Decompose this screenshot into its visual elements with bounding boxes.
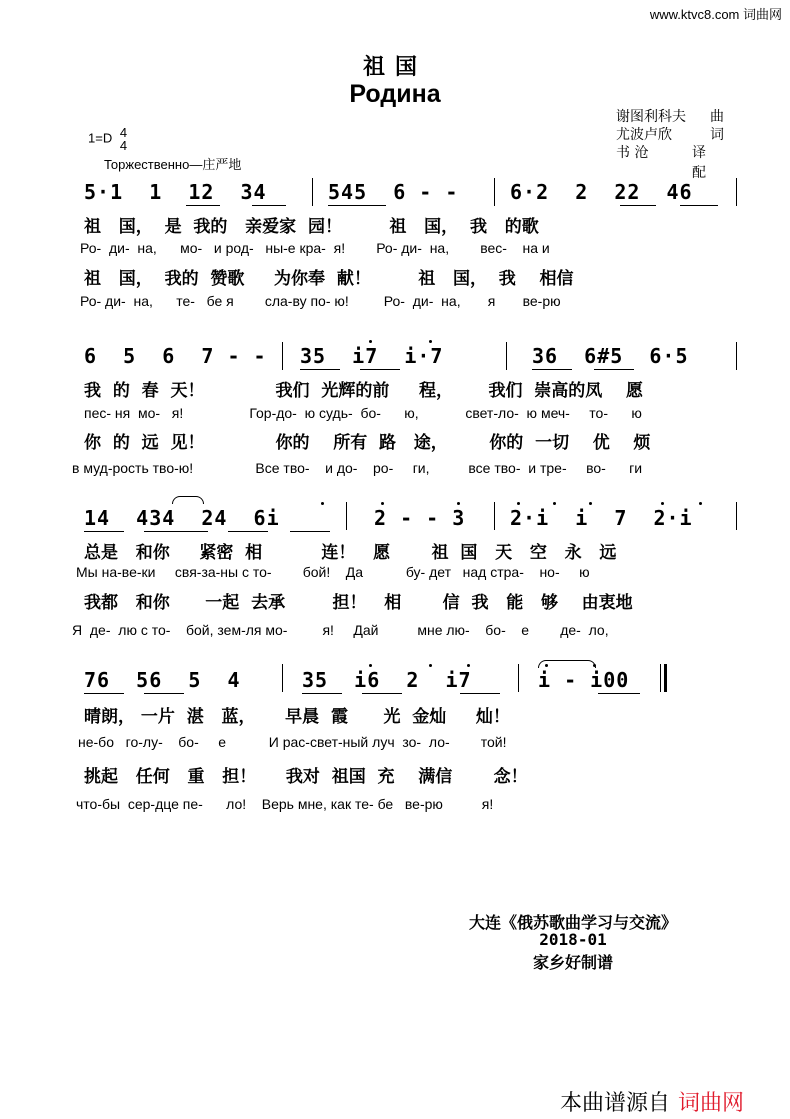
octave-dot bbox=[661, 502, 664, 505]
lyrics-cn-verse-2: 我都 和你 一起 去承 担！ 相 信 我 能 够 由衷地 bbox=[84, 593, 633, 613]
octave-dot bbox=[517, 502, 520, 505]
beam bbox=[84, 531, 124, 532]
notes-system-4-bar-2: 35 i6 2 i7 bbox=[302, 668, 485, 692]
footer-publisher: 大连《俄苏歌曲学习与交流》 bbox=[468, 913, 677, 932]
lyrics-ru-verse-1: Мы на-ве-ки свя-за-ны с то- бой! Да бу- дет над стра- но- ю bbox=[76, 564, 590, 580]
beam bbox=[620, 205, 656, 206]
lyrics-ru-verse-2: Я де- лю с то- бой, зем-ля мо- я! Дай мне лю- бо- е де- ло, bbox=[72, 622, 609, 638]
time-signature bbox=[120, 126, 127, 152]
barline bbox=[494, 178, 495, 206]
octave-dot bbox=[321, 502, 324, 505]
credit-role: 词 bbox=[710, 127, 724, 143]
lyrics-ru-verse-1: пес- ня мо- я! Гор-до- ю судь- бо- ю, свет-ло- ю меч- то- ю bbox=[84, 405, 642, 421]
beam bbox=[300, 369, 340, 370]
octave-dot bbox=[593, 664, 596, 667]
notes-system-2-bar-2: 35 i7 i·7 bbox=[300, 344, 457, 368]
lyrics-cn-verse-1: 祖 国， 是 我的 亲爱家 园！ 祖 国， 我 的歌 bbox=[84, 217, 539, 237]
tempo-marking: Торжественно—庄严地 bbox=[104, 157, 242, 172]
notes-system-3-bar-3: 2·i i 7 2·i bbox=[510, 506, 693, 530]
beam bbox=[144, 531, 208, 532]
octave-dot bbox=[369, 664, 372, 667]
beam bbox=[228, 531, 268, 532]
credit-translator bbox=[616, 142, 706, 181]
site-watermark: www.ktvc8.com 词曲网 bbox=[649, 7, 782, 22]
beam bbox=[252, 205, 286, 206]
beam bbox=[532, 369, 572, 370]
lyrics-ru-verse-2: что-бы сер-дце пе- ло! Верь мне, как те- бе ве-рю я! bbox=[76, 796, 494, 812]
lyrics-cn-verse-2: 祖 国， 我的 赞歌 为你奉 献！ 祖 国， 我 相信 bbox=[84, 269, 574, 289]
beam bbox=[680, 205, 718, 206]
beam bbox=[460, 693, 500, 694]
notes-system-1-bar-1: 5·1 1 12 34 bbox=[84, 180, 280, 204]
slur bbox=[172, 496, 204, 504]
beam bbox=[360, 369, 400, 370]
time-numerator: 4 bbox=[119, 125, 128, 140]
octave-dot bbox=[545, 664, 548, 667]
song-title-chinese: 祖国 bbox=[362, 54, 427, 80]
lyrics-ru-verse-2: Ро- ди- на, те- бе я сла-ву по- ю! Ро- ди- на, я ве-рю bbox=[80, 293, 561, 309]
song-title-russian: Родина bbox=[349, 80, 441, 108]
lyrics-cn-verse-1: 总是 和你 紧密 相 连！ 愿 祖 国 天 空 永 远 bbox=[84, 543, 617, 563]
key-label: 1=D bbox=[88, 130, 113, 146]
barline bbox=[282, 342, 283, 370]
time-denominator: 4 bbox=[119, 138, 128, 153]
beam bbox=[594, 369, 634, 370]
octave-dot bbox=[699, 502, 702, 505]
notes-system-1-bar-2: 545 6 - - bbox=[328, 180, 459, 204]
notes-system-2-bar-1: 6 5 6 7 - - bbox=[84, 344, 280, 368]
barline bbox=[736, 178, 737, 206]
footer-engraver: 家乡好制谱 bbox=[532, 953, 613, 972]
barline bbox=[660, 664, 661, 692]
footer-date: 2018-01 bbox=[539, 930, 607, 949]
beam bbox=[328, 205, 386, 206]
notes-system-1-bar-3: 6·2 2 22 46 bbox=[510, 180, 693, 204]
beam bbox=[84, 693, 124, 694]
lyrics-ru-verse-1: Ро- ди- на, мо- и род- ны-е кра- я! Ро- ди- на, вес- на и bbox=[80, 240, 550, 256]
lyrics-cn-verse-1: 晴朗， 一片 湛 蓝， 早晨 霞 光 金灿 灿！ bbox=[84, 707, 510, 727]
octave-dot bbox=[429, 664, 432, 667]
final-barline bbox=[664, 664, 667, 692]
notes-system-2-bar-3: 36 6#5 6·5 bbox=[532, 344, 689, 368]
barline bbox=[736, 342, 737, 370]
barline bbox=[312, 178, 313, 206]
source-prefix: 本曲谱源自 bbox=[560, 1091, 671, 1116]
source-brand-link[interactable]: 词曲网 bbox=[678, 1091, 745, 1116]
credit-name: 谢图利科夫 bbox=[616, 109, 686, 125]
octave-dot bbox=[457, 502, 460, 505]
credit-composer bbox=[616, 106, 724, 126]
beam bbox=[186, 205, 220, 206]
beam bbox=[290, 531, 330, 532]
lyrics-cn-verse-1: 我 的 春 天！ 我们 光辉的前 程， 我们 崇高的凤 愿 bbox=[84, 381, 643, 401]
barline bbox=[346, 502, 347, 530]
beam bbox=[302, 693, 342, 694]
credit-lyricist bbox=[616, 124, 724, 144]
beam bbox=[598, 693, 640, 694]
credit-name: 书 沧 bbox=[616, 145, 649, 161]
lyrics-cn-verse-2: 你 的 远 见！ 你的 所有 路 途， 你的 一切 优 烦 bbox=[84, 433, 651, 453]
barline bbox=[518, 664, 519, 692]
octave-dot bbox=[553, 502, 556, 505]
source-credit bbox=[560, 1086, 744, 1117]
octave-dot bbox=[381, 502, 384, 505]
octave-dot bbox=[369, 340, 372, 343]
octave-dot bbox=[467, 664, 470, 667]
barline bbox=[494, 502, 495, 530]
octave-dot bbox=[589, 502, 592, 505]
octave-dot bbox=[429, 340, 432, 343]
notes-system-3-bar-1: 14 434 24 6i bbox=[84, 506, 293, 530]
notes-system-4-bar-3: i - i00 bbox=[538, 668, 630, 692]
key-signature bbox=[88, 126, 127, 152]
notes-system-4-bar-1: 76 56 5 4 bbox=[84, 668, 254, 692]
beam bbox=[144, 693, 184, 694]
barline bbox=[282, 664, 283, 692]
lyrics-ru-verse-2: в муд-рость тво-ю! Все тво- и до- ро- ги, все тво- и тре- во- ги bbox=[72, 460, 643, 476]
lyrics-cn-verse-2: 挑起 任何 重 担！ 我对 祖国 充 满信 念！ bbox=[84, 767, 528, 787]
barline bbox=[736, 502, 737, 530]
credit-role: 曲 bbox=[710, 109, 724, 125]
credit-name: 尤波卢欣 bbox=[616, 127, 672, 143]
beam bbox=[362, 693, 402, 694]
barline bbox=[506, 342, 507, 370]
notes-system-3-bar-2: 2 - - 3 bbox=[374, 506, 479, 530]
lyrics-ru-verse-1: не-бо го-лу- бо- е И рас-свет-ный луч зо- ло- той! bbox=[78, 734, 507, 750]
credit-role: 译配 bbox=[692, 145, 706, 181]
